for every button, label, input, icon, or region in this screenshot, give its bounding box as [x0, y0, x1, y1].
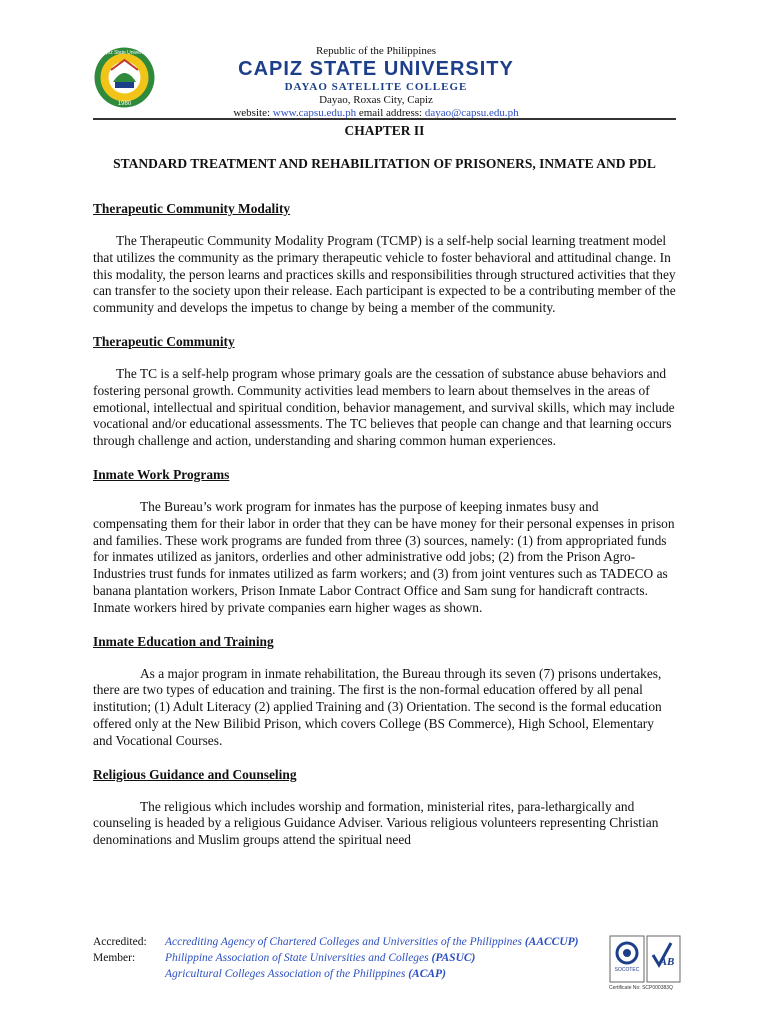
college-address: Dayao, Roxas City, Capiz	[319, 94, 433, 106]
footer-accreditation	[93, 934, 693, 982]
section-body-work-programs: The Bureau’s work program for inmates has the purpose of keeping inmates busy and compensating them for their labor in order that they can be have money for their personal expenses in prison and families. These work programs are funded from three (3) sources, namely: (1) from appropriated funds for inmates utilized as janitors, orderlies and other administrative odd jobs; (2) from the Prison Agro-Industries trust funds for inmates utilized as farm workers; and (3) from joint ventures such as TADECO as banana plantation workers, Prison Inmate Labor Contract Office and Sam sung for handicraft contracts. Inmate workers hired by private companies earn higher wages as shown.	[93, 498, 675, 615]
seal-year: 1980	[117, 101, 132, 107]
section-body-education: As a major program in inmate rehabilitation, the Bureau through its seven (7) prisons undertakes, there are two types of education and training. The first is the non-formal education offered by all penal institution; (1) Adult Literacy (2) applied Training and (3) Orientation. The second is the formal education offered only at the New Bilibid Prison, which covers College (BS Commerce), High School, Elementary and Vocational Courses.	[93, 665, 662, 748]
certification-logos	[609, 935, 681, 985]
section-heading-religious: Religious Guidance and Counseling	[93, 766, 297, 782]
accredited-abbr: (AACCUP)	[524, 936, 579, 948]
member2-row	[93, 966, 693, 982]
email-link[interactable]: dayao@capsu.edu.ph	[424, 107, 519, 119]
letterhead	[0, 0, 768, 125]
member2-abbr: (ACAP)	[408, 968, 446, 980]
certificate-number: Certificate No: SCP000383Q	[609, 985, 673, 991]
letterhead-text	[196, 44, 556, 120]
email-label: email address:	[356, 107, 425, 119]
section-body-tc-modality: The Therapeutic Community Modality Program (TCMP) is a self-help social learning treatment model that utilizes the community as the primary therapeutic vehicle to foster behavioral and attitudinal change. In this modality, the person learns and practices skills and responsibilities through structured activities that they can transfer to the society upon their release. Each participant is expected to be a contributing member of the community and develops the impetus to change by being a member of the community.	[93, 233, 676, 316]
accredited-label: Accredited:	[93, 936, 147, 948]
section-heading-work-programs: Inmate Work Programs	[93, 466, 230, 482]
member1-text: Philippine Association of State Universities and Colleges	[165, 952, 432, 964]
accredited-text: Accrediting Agency of Chartered Colleges and Universities of the Philippines	[165, 936, 525, 948]
chapter-heading: CHAPTER II	[344, 123, 425, 138]
section-heading-tc-modality: Therapeutic Community Modality	[93, 201, 291, 216]
website-link[interactable]: www.capsu.edu.ph	[272, 107, 357, 119]
member-row	[93, 950, 693, 966]
republic-line: Republic of the Philippines	[315, 45, 437, 57]
university-name: CAPIZ STATE UNIVERSITY	[238, 58, 514, 80]
socotec-label: SOCOTEC	[614, 967, 640, 973]
section-heading-tc: Therapeutic Community	[93, 333, 235, 349]
seal-text: Capiz State University	[99, 50, 150, 56]
ab-label: AB	[659, 956, 675, 968]
member1-abbr: (PASUC)	[431, 952, 476, 964]
accredited-row	[93, 934, 693, 950]
document-title: STANDARD TREATMENT AND REHABILITATION OF PRISONERS, INMATE AND PDL	[113, 156, 656, 171]
section-body-tc: The TC is a self-help program whose primary goals are the cessation of substance abuse behaviors and fostering personal growth. Community activities lead members to learn about themselves in the areas of emotional, intellectual and spiritual condition, behavior management, and survival skills, which may include vocational and/or educational assessments. The TC believes that people can change and that learning occurs through challenge and action, understanding and sharing common human experiences.	[93, 365, 675, 449]
member2-text: Agricultural Colleges Association of the Philippines	[165, 968, 409, 980]
section-body-religious: The religious which includes worship and formation, ministerial rites, para-lethargically and counseling is headed by a religious Guidance Adviser. Various religious volunteers representing Christian denominations and Muslim groups attend the spiritual need	[93, 798, 659, 848]
website-label: website:	[233, 107, 273, 119]
college-name: DAYAO SATELLITE COLLEGE	[284, 81, 468, 93]
member-label: Member:	[93, 952, 136, 964]
header-divider	[93, 118, 676, 120]
section-heading-education: Inmate Education and Training	[93, 633, 274, 649]
university-seal-icon	[93, 46, 156, 109]
document-body	[93, 123, 676, 849]
